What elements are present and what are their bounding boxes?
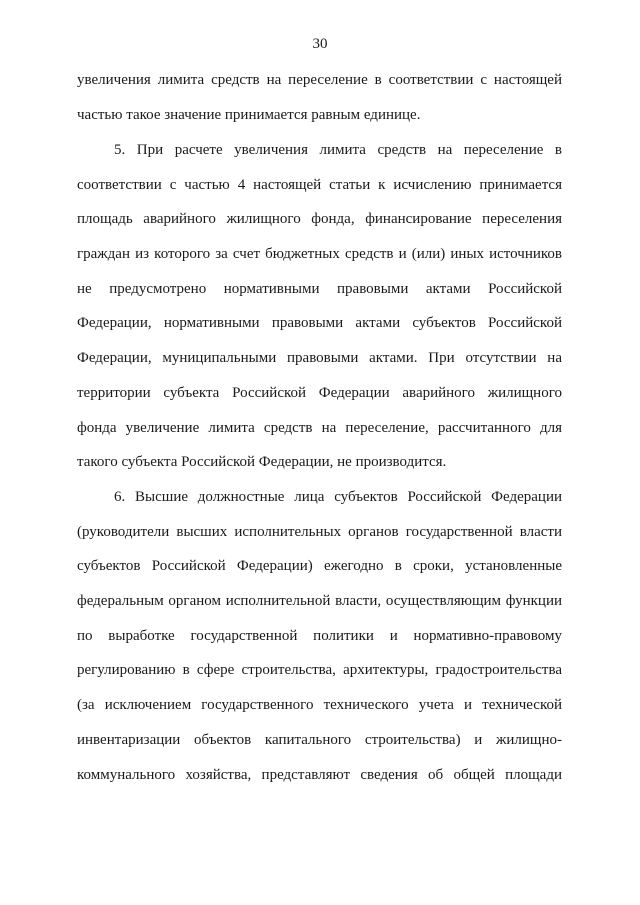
paragraph-continuation xyxy=(77,63,562,132)
text-line: коммунального хозяйства, представляют сведения об общей площади xyxy=(77,766,562,783)
text-line: 5. При расчете увеличения лимита средств на переселение в xyxy=(114,142,562,158)
text-line: Федерации, муниципальными правовыми актами. При отсутствии на xyxy=(77,350,562,367)
text-line: фонда увеличение лимита средств на переселение, рассчитанного для xyxy=(77,419,562,436)
paragraph-item-6 xyxy=(77,480,562,792)
page-number: 30 xyxy=(312,36,328,52)
text-line: федеральным органом исполнительной власти, осуществляющим функции xyxy=(77,593,562,610)
text-line: инвентаризации объектов капитального строительства) и жилищно- xyxy=(77,731,562,748)
text-line: (руководители высших исполнительных органов государственной власти xyxy=(77,523,562,540)
text-line: граждан из которого за счет бюджетных средств и (или) иных источников xyxy=(77,246,562,263)
text-line: не предусмотрено нормативными правовыми актами Российской xyxy=(77,280,562,297)
text-line: Федерации, нормативными правовыми актами субъектов Российской xyxy=(77,315,562,332)
text-line: субъектов Российской Федерации) ежегодно в сроки, установленные xyxy=(77,558,562,575)
text-line: частью такое значение принимается равным единице. xyxy=(77,106,421,123)
text-line: такого субъекта Российской Федерации, не производится. xyxy=(77,454,447,471)
text-line: (за исключением государственного технического учета и технической xyxy=(77,697,562,714)
text-line: соответствии с частью 4 настоящей статьи к исчислению принимается xyxy=(77,176,562,193)
text-line: площадь аварийного жилищного фонда, финансирование переселения xyxy=(77,211,562,228)
text-line: территории субъекта Российской Федерации аварийного жилищного xyxy=(77,384,562,401)
text-line: увеличения лимита средств на переселение в соответствии с настоящей xyxy=(77,72,562,88)
text-line: 6. Высшие должностные лица субъектов Российской Федерации xyxy=(114,489,562,505)
text-line: по выработке государственной политики и нормативно-правовому xyxy=(77,627,562,644)
text-line: регулированию в сфере строительства, архитектуры, градостроительства xyxy=(77,662,562,679)
paragraph-item-5 xyxy=(77,133,562,480)
